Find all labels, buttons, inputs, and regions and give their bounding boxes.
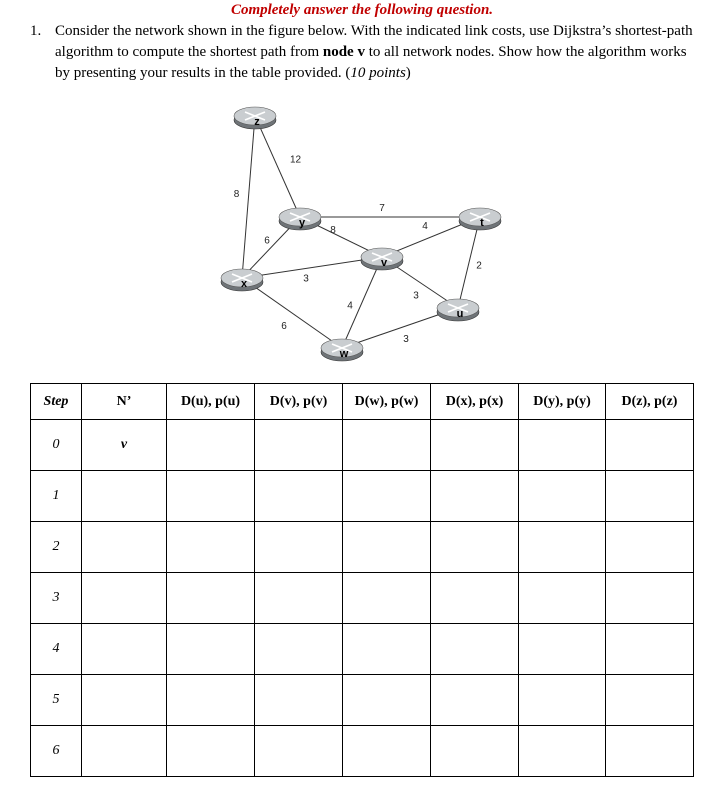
answer-cell[interactable] [431, 522, 519, 573]
router-node-z [234, 107, 276, 129]
node-label-y: y [298, 217, 306, 229]
answer-cell[interactable] [606, 726, 694, 777]
link-cost-y-x: 6 [264, 235, 270, 247]
n-prime-cell[interactable] [82, 726, 167, 777]
router-node-v [361, 248, 403, 270]
link-cost-v-w: 4 [347, 300, 353, 312]
step-cell: 2 [31, 522, 82, 573]
answer-cell[interactable] [255, 726, 343, 777]
step-cell: 0 [31, 420, 82, 471]
answer-cell[interactable] [167, 420, 255, 471]
node-label-t: t [480, 217, 484, 229]
link-cost-t-u: 2 [476, 260, 482, 272]
link-z-y [255, 116, 300, 217]
answer-cell[interactable] [343, 624, 431, 675]
link-cost-y-v: 8 [330, 225, 336, 236]
question-text-part-3: ) [405, 65, 411, 81]
link-cost-v-t: 4 [422, 221, 428, 232]
table-header-row [31, 384, 694, 420]
header-dv: D(v), p(v) [255, 384, 343, 420]
answer-cell[interactable] [343, 726, 431, 777]
answer-cell[interactable] [343, 573, 431, 624]
header-n-prime: N’ [82, 384, 167, 420]
table-row [31, 420, 694, 471]
link-z-x [242, 116, 255, 278]
answer-cell[interactable] [167, 471, 255, 522]
step-cell: 1 [31, 471, 82, 522]
question-text [55, 21, 700, 84]
router-node-x [221, 269, 263, 291]
answer-cell[interactable] [606, 675, 694, 726]
header-dw: D(w), p(w) [343, 384, 431, 420]
router-node-y [279, 208, 321, 230]
answer-cell[interactable] [343, 471, 431, 522]
question-points: 10 points [350, 65, 406, 81]
link-cost-z-x: 8 [233, 189, 240, 200]
table-row [31, 624, 694, 675]
answer-cell[interactable] [606, 624, 694, 675]
answer-cell[interactable] [431, 573, 519, 624]
answer-cell[interactable] [519, 522, 606, 573]
answer-cell[interactable] [343, 522, 431, 573]
router-node-t [459, 208, 501, 230]
answer-cell[interactable] [519, 675, 606, 726]
answer-cell[interactable] [431, 726, 519, 777]
dijkstra-table-container [30, 383, 694, 777]
answer-cell[interactable] [606, 522, 694, 573]
answer-cell[interactable] [167, 624, 255, 675]
header-dz: D(z), p(z) [606, 384, 694, 420]
header-dy: D(y), p(y) [519, 384, 606, 420]
link-cost-u-w: 3 [403, 334, 409, 345]
table-row [31, 726, 694, 777]
network-diagram [205, 100, 525, 365]
link-cost-x-w: 6 [281, 321, 287, 332]
answer-cell[interactable] [255, 624, 343, 675]
table-body [31, 420, 694, 777]
answer-cell[interactable] [255, 522, 343, 573]
link-cost-x-v: 3 [303, 273, 309, 285]
link-cost-z-y: 12 [289, 154, 302, 166]
node-label-z: z [254, 116, 260, 128]
answer-cell[interactable] [519, 624, 606, 675]
answer-cell[interactable] [255, 675, 343, 726]
answer-cell[interactable] [519, 471, 606, 522]
step-cell: 4 [31, 624, 82, 675]
step-cell: 3 [31, 573, 82, 624]
answer-cell[interactable] [343, 675, 431, 726]
node-label-x: x [240, 278, 248, 290]
question-1 [30, 21, 700, 84]
n-prime-cell[interactable] [82, 471, 167, 522]
answer-cell[interactable] [431, 624, 519, 675]
step-cell: 6 [31, 726, 82, 777]
header-du: D(u), p(u) [167, 384, 255, 420]
table-row [31, 471, 694, 522]
n-prime-cell[interactable] [82, 573, 167, 624]
answer-cell[interactable] [606, 573, 694, 624]
answer-cell[interactable] [255, 420, 343, 471]
answer-cell[interactable] [167, 675, 255, 726]
dijkstra-table [30, 383, 694, 777]
n-prime-cell[interactable] [82, 522, 167, 573]
answer-cell[interactable] [255, 573, 343, 624]
answer-cell[interactable] [606, 420, 694, 471]
instruction-heading: Completely answer the following question. [230, 2, 494, 18]
question-text-part-1: Consider the network shown in the figure below. With the indicated link costs, use Dijkstra’s shortest-path algorithm to compute the shortest path from [55, 23, 693, 60]
answer-cell[interactable] [167, 726, 255, 777]
answer-cell[interactable] [519, 573, 606, 624]
answer-cell[interactable] [431, 420, 519, 471]
answer-cell[interactable] [167, 522, 255, 573]
answer-cell[interactable] [343, 420, 431, 471]
node-label-u: u [456, 308, 464, 320]
table-row [31, 522, 694, 573]
answer-cell[interactable] [167, 573, 255, 624]
n-prime-cell[interactable] [82, 675, 167, 726]
answer-cell[interactable] [431, 471, 519, 522]
table-row [31, 675, 694, 726]
link-cost-y-t: 7 [379, 203, 385, 214]
router-node-w [321, 339, 363, 361]
question-node-v: node v [322, 44, 365, 60]
question-text-part-2: to all network nodes. Show how the algorithm works by presenting your results in the table provided. ( [55, 44, 687, 81]
answer-cell[interactable] [519, 726, 606, 777]
answer-cell[interactable] [519, 420, 606, 471]
n-prime-cell[interactable] [82, 624, 167, 675]
n-prime-cell[interactable]: v [82, 420, 167, 471]
step-cell: 5 [31, 675, 82, 726]
answer-cell[interactable] [606, 471, 694, 522]
link-cost-v-u: 3 [413, 290, 419, 302]
answer-cell[interactable] [255, 471, 343, 522]
answer-cell[interactable] [431, 675, 519, 726]
question-number: 1. [30, 23, 42, 39]
node-label-w: w [339, 348, 349, 360]
node-label-v: v [380, 257, 388, 269]
table-row [31, 573, 694, 624]
header-step: Step [31, 384, 82, 420]
router-node-u [437, 299, 479, 321]
header-dx: D(x), p(x) [431, 384, 519, 420]
